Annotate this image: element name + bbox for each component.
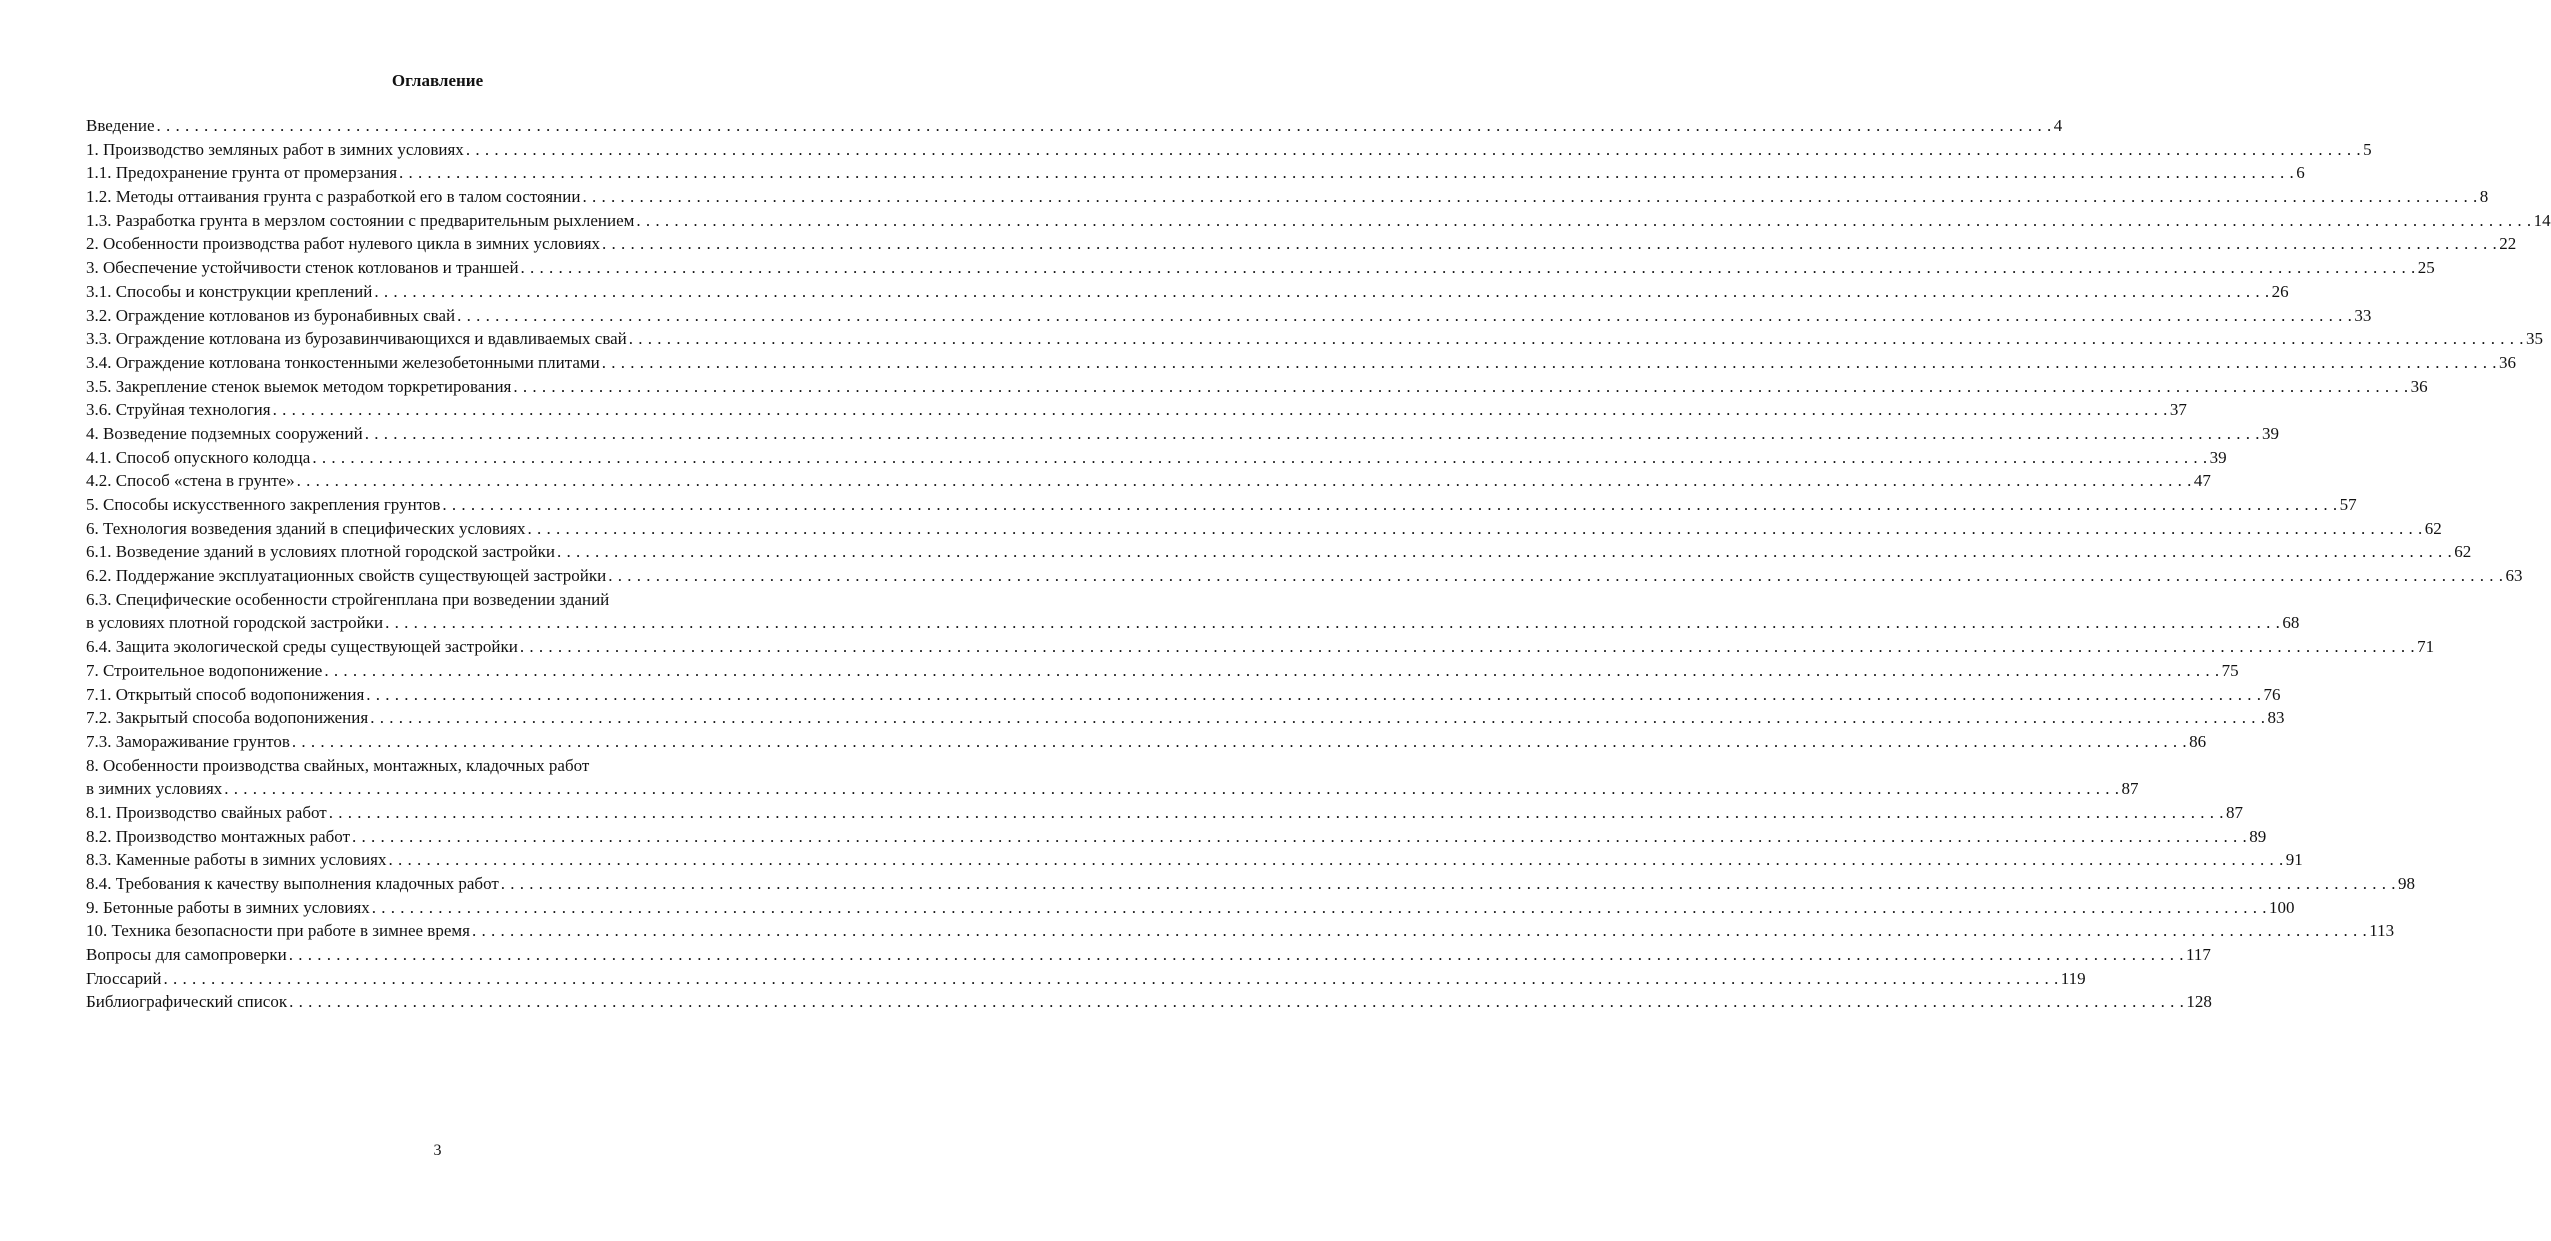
toc-leader-dots: . . . . . . . . . . . . . . . . . . . . . . . . . . . . . . . . . . . . . . . . . . . . . . . . . . . . . . . . . . . . . . . . . . . . . . . . . . . . . . . . . . . . . . . . . . . . . . . . . . . . . . . . . . . . . . . . . . . . . . . . . . . . . . . . . . . . . . . . . . . . . . . . . . . . . . . . . . . . . . . . . . . . . . . . . . . . . . . . . . . . . . . . . . . . . . . . . . . . . . . . bbox=[608, 566, 2504, 586]
toc-entry bbox=[86, 304, 2372, 328]
page-number: 3 bbox=[433, 1142, 442, 1159]
toc-entry bbox=[86, 872, 2416, 896]
toc-entry bbox=[86, 825, 2267, 849]
toc-leader-dots: . . . . . . . . . . . . . . . . . . . . . . . . . . . . . . . . . . . . . . . . . . . . . . . . . . . . . . . . . . . . . . . . . . . . . . . . . . . . . . . . . . . . . . . . . . . . . . . . . . . . . . . . . . . . . . . . . . . . . . . . . . . . . . . . . . . . . . . . . . . . . . . . . . . . . . . . . . . . . . . . . . . . . . . . . . . . . . . . . . . . . . . . . . . . . . . . . . . . . . . . bbox=[163, 968, 2059, 988]
toc-entry bbox=[86, 493, 2357, 517]
toc-leader-dots: . . . . . . . . . . . . . . . . . . . . . . . . . . . . . . . . . . . . . . . . . . . . . . . . . . . . . . . . . . . . . . . . . . . . . . . . . . . . . . . . . . . . . . . . . . . . . . . . . . . . . . . . . . . . . . . . . . . . . . . . . . . . . . . . . . . . . . . . . . . . . . . . . . . . . . . . . . . . . . . . . . . . . . . . . . . . . . . . . . . . . . . . . . . . . . . . . . . . . . . . bbox=[272, 400, 2168, 420]
toc-leader-dots: . . . . . . . . . . . . . . . . . . . . . . . . . . . . . . . . . . . . . . . . . . . . . . . . . . . . . . . . . . . . . . . . . . . . . . . . . . . . . . . . . . . . . . . . . . . . . . . . . . . . . . . . . . . . . . . . . . . . . . . . . . . . . . . . . . . . . . . . . . . . . . . . . . . . . . . . . . . . . . . . . . . . . . . . . . . . . . . . . . . . . . . . . . . . . . . . . . . . . . . . bbox=[399, 163, 2295, 183]
toc-page-number: 71 bbox=[2417, 637, 2435, 657]
toc-entry bbox=[86, 446, 2227, 470]
toc-page-number: 76 bbox=[2263, 684, 2281, 704]
toc-entry bbox=[86, 730, 2207, 754]
toc-entry bbox=[86, 161, 2305, 185]
toc-entry-title-continued: в условиях плотной городской застройки bbox=[86, 613, 384, 633]
toc-entry-title: 6.2. Поддержание эксплуатационных свойств существующей застройки bbox=[86, 566, 607, 586]
toc-entry-title: 3.3. Ограждение котлована из бурозавинчивающихся и вдавливаемых свай bbox=[86, 329, 627, 349]
toc-page-number: 75 bbox=[2221, 660, 2239, 680]
toc-entry-title: 10. Техника безопасности при работе в зимнее время bbox=[86, 921, 470, 941]
toc-page-number: 100 bbox=[2269, 897, 2295, 917]
toc-page-number: 117 bbox=[2186, 945, 2211, 965]
toc-entry-title: 7.1. Открытый способ водопонижения bbox=[86, 684, 365, 704]
toc-entry-title: 7.3. Замораживание грунтов bbox=[86, 731, 290, 751]
toc-entry-title: 8.1. Производство свайных работ bbox=[86, 802, 327, 822]
toc-entry-title-continued: в зимних условиях bbox=[86, 779, 223, 799]
toc-leader-dots: . . . . . . . . . . . . . . . . . . . . . . . . . . . . . . . . . . . . . . . . . . . . . . . . . . . . . . . . . . . . . . . . . . . . . . . . . . . . . . . . . . . . . . . . . . . . . . . . . . . . . . . . . . . . . . . . . . . . . . . . . . . . . . . . . . . . . . . . . . . . . . . . . . . . . . . . . . . . . . . . . . . . . . . . . . . . . . . . . . . . . . . . . . . . . . . . . . . . . . . . bbox=[582, 187, 2478, 207]
toc-page-number: 119 bbox=[2060, 968, 2086, 988]
toc-page-number: 62 bbox=[2454, 542, 2472, 562]
toc-entry bbox=[86, 919, 2395, 943]
toc-entry-title: 5. Способы искусственного закрепления грунтов bbox=[86, 495, 441, 514]
toc-leader-dots: . . . . . . . . . . . . . . . . . . . . . . . . . . . . . . . . . . . . . . . . . . . . . . . . . . . . . . . . . . . . . . . . . . . . . . . . . . . . . . . . . . . . . . . . . . . . . . . . . . . . . . . . . . . . . . . . . . . . . . . . . . . . . . . . . . . . . . . . . . . . . . . . . . . . . . . . . . . . . . . . . . . . . . . . . . . . . . . . . . . . . . . . . . . . . . . . . . . . . . . . bbox=[513, 376, 2409, 396]
toc-entry-title: 3. Обеспечение устойчивости стенок котлованов и траншей bbox=[86, 258, 519, 278]
toc-page-number: 62 bbox=[2424, 518, 2442, 538]
toc-entry bbox=[86, 635, 2435, 659]
toc-page-number: 86 bbox=[2189, 731, 2207, 751]
toc-entry-title: 2. Особенности производства работ нулевого цикла в зимних условиях bbox=[86, 234, 601, 254]
toc-entry bbox=[86, 351, 2517, 375]
toc-entry bbox=[86, 943, 2211, 967]
toc-page-number: 57 bbox=[2339, 495, 2357, 514]
toc-leader-dots: . . . . . . . . . . . . . . . . . . . . . . . . . . . . . . . . . . . . . . . . . . . . . . . . . . . . . . . . . . . . . . . . . . . . . . . . . . . . . . . . . . . . . . . . . . . . . . . . . . . . . . . . . . . . . . . . . . . . . . . . . . . . . . . . . . . . . . . . . . . . . . . . . . . . . . . . . . . . . . . . . . . . . . . . . . . . . . . . . . . . . . . . . . . . . . . . . . . . . . . . bbox=[465, 139, 2362, 159]
toc-entry-title: 8.3. Каменные работы в зимних условиях bbox=[86, 850, 387, 870]
toc-entry bbox=[86, 398, 2187, 422]
toc-page-number: 63 bbox=[2505, 566, 2523, 586]
toc-page-number: 8 bbox=[2479, 187, 2489, 207]
toc-entry-title: 4. Возведение подземных сооружений bbox=[86, 423, 363, 443]
toc-entry-title: 7.2. Закрытый способа водопонижения bbox=[86, 708, 369, 728]
toc-leader-dots: . . . . . . . . . . . . . . . . . . . . . . . . . . . . . . . . . . . . . . . . . . . . . . . . . . . . . . . . . . . . . . . . . . . . . . . . . . . . . . . . . . . . . . . . . . . . . . . . . . . . . . . . . . . . . . . . . . . . . . . . . . . . . . . . . . . . . . . . . . . . . . . . . . . . . . . . . . . . . . . . . . . . . . . . . . . . . . . . . . . . . . . . . . . . . . . . . . . . . . . . bbox=[636, 210, 2532, 230]
toc-entry-title: 3.2. Ограждение котлованов из буронабивных свай bbox=[86, 305, 456, 325]
toc-entry bbox=[86, 327, 2544, 351]
toc-entry bbox=[86, 469, 2211, 493]
toc-entry bbox=[86, 801, 2243, 825]
toc-page-number: 14 bbox=[2533, 210, 2551, 230]
toc-entry-title: 7. Строительное водопонижение bbox=[86, 660, 323, 680]
toc-leader-dots: . . . . . . . . . . . . . . . . . . . . . . . . . . . . . . . . . . . . . . . . . . . . . . . . . . . . . . . . . . . . . . . . . . . . . . . . . . . . . . . . . . . . . . . . . . . . . . . . . . . . . . . . . . . . . . . . . . . . . . . . . . . . . . . . . . . . . . . . . . . . . . . . . . . . . . . . . . . . . . . . . . . . . . . . . . . . . . . . . . . . . . . . . . . . . . . . . . . . . . . . bbox=[527, 518, 2423, 538]
toc-page-number: 25 bbox=[2417, 258, 2435, 278]
toc-page-number: 91 bbox=[2285, 850, 2303, 870]
toc-leader-dots: . . . . . . . . . . . . . . . . . . . . . . . . . . . . . . . . . . . . . . . . . . . . . . . . . . . . . . . . . . . . . . . . . . . . . . . . . . . . . . . . . . . . . . . . . . . . . . . . . . . . . . . . . . . . . . . . . . . . . . . . . . . . . . . . . . . . . . . . . . . . . . . . . . . . . . . . . . . . . . . . . . . . . . . . . . . . . . . . . . . . . . . . . . . . . . . . . . . . . . . . bbox=[520, 258, 2416, 278]
toc-entry bbox=[86, 232, 2517, 256]
toc-leader-dots: . . . . . . . . . . . . . . . . . . . . . . . . . . . . . . . . . . . . . . . . . . . . . . . . . . . . . . . . . . . . . . . . . . . . . . . . . . . . . . . . . . . . . . . . . . . . . . . . . . . . . . . . . . . . . . . . . . . . . . . . . . . . . . . . . . . . . . . . . . . . . . . . . . . . . . . . . . . . . . . . . . . . . . . . . . . . . . . . . . . . . . . . . . . . . . . . . . . . . . . . bbox=[312, 447, 2208, 467]
page-title: Оглавление bbox=[391, 71, 484, 90]
toc-page-number: 39 bbox=[2261, 423, 2279, 443]
toc-entry-title: 3.6. Струйная технология bbox=[86, 400, 271, 420]
toc-leader-dots: . . . . . . . . . . . . . . . . . . . . . . . . . . . . . . . . . . . . . . . . . . . . . . . . . . . . . . . . . . . . . . . . . . . . . . . . . . . . . . . . . . . . . . . . . . . . . . . . . . . . . . . . . . . . . . . . . . . . . . . . . . . . . . . . . . . . . . . . . . . . . . . . . . . . . . . . . . . . . . . . . . . . . . . . . . . . . . . . . . . . . . . . . . . . . . . . . . . . . . . . bbox=[291, 731, 2188, 751]
toc-entry-title: 1. Производство земляных работ в зимних условиях bbox=[86, 139, 464, 159]
toc-entry bbox=[86, 114, 2063, 138]
toc-leader-dots: . . . . . . . . . . . . . . . . . . . . . . . . . . . . . . . . . . . . . . . . . . . . . . . . . . . . . . . . . . . . . . . . . . . . . . . . . . . . . . . . . . . . . . . . . . . . . . . . . . . . . . . . . . . . . . . . . . . . . . . . . . . . . . . . . . . . . . . . . . . . . . . . . . . . . . . . . . . . . . . . . . . . . . . . . . . . . . . . . . . . . . . . . . . . . . . . . . . . . . . . bbox=[224, 779, 2120, 799]
toc-leader-dots: . . . . . . . . . . . . . . . . . . . . . . . . . . . . . . . . . . . . . . . . . . . . . . . . . . . . . . . . . . . . . . . . . . . . . . . . . . . . . . . . . . . . . . . . . . . . . . . . . . . . . . . . . . . . . . . . . . . . . . . . . . . . . . . . . . . . . . . . . . . . . . . . . . . . . . . . . . . . . . . . . . . . . . . . . . . . . . . . . . . . . . . . . . . . . . . . . . . . . . . . bbox=[442, 495, 2338, 514]
toc-entry bbox=[86, 209, 2551, 233]
toc-entry bbox=[86, 540, 2472, 564]
toc-entry bbox=[86, 256, 2435, 280]
toc-entry-title: 4.1. Способ опускного колодца bbox=[86, 447, 311, 467]
toc-page-number: 128 bbox=[2186, 992, 2212, 1012]
table-of-contents bbox=[86, 114, 2551, 1014]
toc-leader-dots: . . . . . . . . . . . . . . . . . . . . . . . . . . . . . . . . . . . . . . . . . . . . . . . . . . . . . . . . . . . . . . . . . . . . . . . . . . . . . . . . . . . . . . . . . . . . . . . . . . . . . . . . . . . . . . . . . . . . . . . . . . . . . . . . . . . . . . . . . . . . . . . . . . . . . . . . . . . . . . . . . . . . . . . . . . . . . . . . . . . . . . . . . . . . . . . . . . . . . . . . bbox=[457, 305, 2353, 325]
toc-entry bbox=[86, 990, 2212, 1014]
toc-entry-title: Глоссарий bbox=[86, 968, 162, 988]
toc-entry bbox=[86, 138, 2372, 162]
toc-entry bbox=[86, 659, 2239, 683]
toc-entry bbox=[86, 280, 2289, 304]
toc-page-number: 22 bbox=[2499, 234, 2517, 254]
toc-entry bbox=[86, 422, 2279, 446]
toc-entry-title: 9. Бетонные работы в зимних условиях bbox=[86, 897, 370, 917]
toc-page-number: 83 bbox=[2267, 708, 2285, 728]
toc-entry-title: Библиографический список bbox=[86, 992, 288, 1012]
toc-page-number: 89 bbox=[2249, 826, 2267, 846]
toc-entry bbox=[86, 848, 2303, 872]
toc-page-number: 6 bbox=[2296, 163, 2305, 183]
toc-page-number: 39 bbox=[2209, 447, 2227, 467]
toc-leader-dots: . . . . . . . . . . . . . . . . . . . . . . . . . . . . . . . . . . . . . . . . . . . . . . . . . . . . . . . . . . . . . . . . . . . . . . . . . . . . . . . . . . . . . . . . . . . . . . . . . . . . . . . . . . . . . . . . . . . . . . . . . . . . . . . . . . . . . . . . . . . . . . . . . . . . . . . . . . . . . . . . . . . . . . . . . . . . . . . . . . . . . . . . . . . . . . . . . . . . . . . . bbox=[328, 802, 2224, 822]
toc-leader-dots: . . . . . . . . . . . . . . . . . . . . . . . . . . . . . . . . . . . . . . . . . . . . . . . . . . . . . . . . . . . . . . . . . . . . . . . . . . . . . . . . . . . . . . . . . . . . . . . . . . . . . . . . . . . . . . . . . . . . . . . . . . . . . . . . . . . . . . . . . . . . . . . . . . . . . . . . . . . . . . . . . . . . . . . . . . . . . . . . . . . . . . . . . . . . . . . . . . . . . . . . bbox=[519, 637, 2416, 657]
toc-entry bbox=[86, 588, 2300, 635]
toc-entry-title: 1.2. Методы оттаивания грунта с разработкой его в талом состоянии bbox=[86, 187, 581, 207]
toc-page-number: 37 bbox=[2169, 400, 2187, 420]
toc-leader-dots: . . . . . . . . . . . . . . . . . . . . . . . . . . . . . . . . . . . . . . . . . . . . . . . . . . . . . . . . . . . . . . . . . . . . . . . . . . . . . . . . . . . . . . . . . . . . . . . . . . . . . . . . . . . . . . . . . . . . . . . . . . . . . . . . . . . . . . . . . . . . . . . . . . . . . . . . . . . . . . . . . . . . . . . . . . . . . . . . . . . . . . . . . . . . . . . . . . . . . . . . bbox=[288, 945, 2185, 965]
toc-entry-title: Введение bbox=[86, 116, 155, 135]
toc-entry bbox=[86, 185, 2489, 209]
toc-leader-dots: . . . . . . . . . . . . . . . . . . . . . . . . . . . . . . . . . . . . . . . . . . . . . . . . . . . . . . . . . . . . . . . . . . . . . . . . . . . . . . . . . . . . . . . . . . . . . . . . . . . . . . . . . . . . . . . . . . . . . . . . . . . . . . . . . . . . . . . . . . . . . . . . . . . . . . . . . . . . . . . . . . . . . . . . . . . . . . . . . . . . . . . . . . . . . . . . . . . . . . . . bbox=[366, 684, 2262, 704]
toc-entry bbox=[86, 375, 2428, 399]
toc-entry-title: 1.1. Предохранение грунта от промерзания bbox=[86, 163, 398, 183]
toc-leader-dots: . . . . . . . . . . . . . . . . . . . . . . . . . . . . . . . . . . . . . . . . . . . . . . . . . . . . . . . . . . . . . . . . . . . . . . . . . . . . . . . . . . . . . . . . . . . . . . . . . . . . . . . . . . . . . . . . . . . . . . . . . . . . . . . . . . . . . . . . . . . . . . . . . . . . . . . . . . . . . . . . . . . . . . . . . . . . . . . . . . . . . . . . . . . . . . . . . . . . . . . . bbox=[289, 992, 2185, 1012]
toc-leader-dots: . . . . . . . . . . . . . . . . . . . . . . . . . . . . . . . . . . . . . . . . . . . . . . . . . . . . . . . . . . . . . . . . . . . . . . . . . . . . . . . . . . . . . . . . . . . . . . . . . . . . . . . . . . . . . . . . . . . . . . . . . . . . . . . . . . . . . . . . . . . . . . . . . . . . . . . . . . . . . . . . . . . . . . . . . . . . . . . . . . . . . . . . . . . . . . . . . . . . . . . . bbox=[156, 116, 2052, 135]
toc-page-number: 98 bbox=[2398, 874, 2416, 894]
toc-leader-dots: . . . . . . . . . . . . . . . . . . . . . . . . . . . . . . . . . . . . . . . . . . . . . . . . . . . . . . . . . . . . . . . . . . . . . . . . . . . . . . . . . . . . . . . . . . . . . . . . . . . . . . . . . . . . . . . . . . . . . . . . . . . . . . . . . . . . . . . . . . . . . . . . . . . . . . . . . . . . . . . . . . . . . . . . . . . . . . . . . . . . . . . . . . . . . . . . . . . . . . . . bbox=[324, 660, 2220, 680]
toc-page-number: 4 bbox=[2053, 116, 2063, 135]
toc-page-number: 87 bbox=[2121, 779, 2139, 799]
toc-leader-dots: . . . . . . . . . . . . . . . . . . . . . . . . . . . . . . . . . . . . . . . . . . . . . . . . . . . . . . . . . . . . . . . . . . . . . . . . . . . . . . . . . . . . . . . . . . . . . . . . . . . . . . . . . . . . . . . . . . . . . . . . . . . . . . . . . . . . . . . . . . . . . . . . . . . . . . . . . . . . . . . . . . . . . . . . . . . . . . . . . . . . . . . . . . . . . . . . . . . . . . . . bbox=[628, 329, 2525, 349]
toc-entry-title: 8. Особенности производства свайных, монтажных, кладочных работ bbox=[86, 755, 590, 775]
toc-page-number: 33 bbox=[2354, 305, 2372, 325]
toc-page-number: 35 bbox=[2526, 329, 2544, 349]
toc-entry bbox=[86, 967, 2086, 991]
toc-entry-title: 3.4. Ограждение котлована тонкостенными железобетонными плитами bbox=[86, 352, 600, 372]
toc-leader-dots: . . . . . . . . . . . . . . . . . . . . . . . . . . . . . . . . . . . . . . . . . . . . . . . . . . . . . . . . . . . . . . . . . . . . . . . . . . . . . . . . . . . . . . . . . . . . . . . . . . . . . . . . . . . . . . . . . . . . . . . . . . . . . . . . . . . . . . . . . . . . . . . . . . . . . . . . . . . . . . . . . . . . . . . . . . . . . . . . . . . . . . . . . . . . . . . . . . . . . . . . bbox=[296, 471, 2192, 491]
toc-leader-dots: . . . . . . . . . . . . . . . . . . . . . . . . . . . . . . . . . . . . . . . . . . . . . . . . . . . . . . . . . . . . . . . . . . . . . . . . . . . . . . . . . . . . . . . . . . . . . . . . . . . . . . . . . . . . . . . . . . . . . . . . . . . . . . . . . . . . . . . . . . . . . . . . . . . . . . . . . . . . . . . . . . . . . . . . . . . . . . . . . . . . . . . . . . . . . . . . . . . . . . . . bbox=[385, 613, 2281, 633]
toc-entry-title: 8.4. Требования к качеству выполнения кладочных работ bbox=[86, 874, 499, 894]
toc-page-number: 113 bbox=[2369, 921, 2395, 941]
toc-entry-title: Вопросы для самопроверки bbox=[86, 945, 287, 965]
toc-entry-title: 8.2. Производство монтажных работ bbox=[86, 826, 350, 846]
toc-leader-dots: . . . . . . . . . . . . . . . . . . . . . . . . . . . . . . . . . . . . . . . . . . . . . . . . . . . . . . . . . . . . . . . . . . . . . . . . . . . . . . . . . . . . . . . . . . . . . . . . . . . . . . . . . . . . . . . . . . . . . . . . . . . . . . . . . . . . . . . . . . . . . . . . . . . . . . . . . . . . . . . . . . . . . . . . . . . . . . . . . . . . . . . . . . . . . . . . . . . . . . . . bbox=[557, 542, 2453, 562]
toc-entry-title: 3.1. Способы и конструкции креплений bbox=[86, 281, 373, 301]
toc-entry-title: 6.4. Защита экологической среды существующей застройки bbox=[86, 637, 518, 657]
toc-entry-title: 6. Технология возведения зданий в специфических условиях bbox=[86, 518, 526, 538]
toc-page-number: 26 bbox=[2271, 281, 2289, 301]
toc-page-number: 36 bbox=[2410, 376, 2428, 396]
toc-entry bbox=[86, 683, 2281, 707]
toc-leader-dots: . . . . . . . . . . . . . . . . . . . . . . . . . . . . . . . . . . . . . . . . . . . . . . . . . . . . . . . . . . . . . . . . . . . . . . . . . . . . . . . . . . . . . . . . . . . . . . . . . . . . . . . . . . . . . . . . . . . . . . . . . . . . . . . . . . . . . . . . . . . . . . . . . . . . . . . . . . . . . . . . . . . . . . . . . . . . . . . . . . . . . . . . . . . . . . . . . . . . . . . . bbox=[374, 281, 2270, 301]
toc-leader-dots: . . . . . . . . . . . . . . . . . . . . . . . . . . . . . . . . . . . . . . . . . . . . . . . . . . . . . . . . . . . . . . . . . . . . . . . . . . . . . . . . . . . . . . . . . . . . . . . . . . . . . . . . . . . . . . . . . . . . . . . . . . . . . . . . . . . . . . . . . . . . . . . . . . . . . . . . . . . . . . . . . . . . . . . . . . . . . . . . . . . . . . . . . . . . . . . . . . . . . . . . bbox=[601, 352, 2498, 372]
toc-entry bbox=[86, 896, 2295, 920]
toc-leader-dots: . . . . . . . . . . . . . . . . . . . . . . . . . . . . . . . . . . . . . . . . . . . . . . . . . . . . . . . . . . . . . . . . . . . . . . . . . . . . . . . . . . . . . . . . . . . . . . . . . . . . . . . . . . . . . . . . . . . . . . . . . . . . . . . . . . . . . . . . . . . . . . . . . . . . . . . . . . . . . . . . . . . . . . . . . . . . . . . . . . . . . . . . . . . . . . . . . . . . . . . . bbox=[352, 826, 2248, 846]
toc-entry-title: 4.2. Способ «стена в грунте» bbox=[86, 471, 295, 491]
toc-leader-dots: . . . . . . . . . . . . . . . . . . . . . . . . . . . . . . . . . . . . . . . . . . . . . . . . . . . . . . . . . . . . . . . . . . . . . . . . . . . . . . . . . . . . . . . . . . . . . . . . . . . . . . . . . . . . . . . . . . . . . . . . . . . . . . . . . . . . . . . . . . . . . . . . . . . . . . . . . . . . . . . . . . . . . . . . . . . . . . . . . . . . . . . . . . . . . . . . . . . . . . . . bbox=[471, 921, 2368, 941]
toc-page-number: 68 bbox=[2282, 613, 2300, 633]
toc-leader-dots: . . . . . . . . . . . . . . . . . . . . . . . . . . . . . . . . . . . . . . . . . . . . . . . . . . . . . . . . . . . . . . . . . . . . . . . . . . . . . . . . . . . . . . . . . . . . . . . . . . . . . . . . . . . . . . . . . . . . . . . . . . . . . . . . . . . . . . . . . . . . . . . . . . . . . . . . . . . . . . . . . . . . . . . . . . . . . . . . . . . . . . . . . . . . . . . . . . . . . . . . bbox=[371, 897, 2268, 917]
toc-page-number: 5 bbox=[2363, 139, 2372, 159]
toc-page-number: 87 bbox=[2225, 802, 2243, 822]
toc-leader-dots: . . . . . . . . . . . . . . . . . . . . . . . . . . . . . . . . . . . . . . . . . . . . . . . . . . . . . . . . . . . . . . . . . . . . . . . . . . . . . . . . . . . . . . . . . . . . . . . . . . . . . . . . . . . . . . . . . . . . . . . . . . . . . . . . . . . . . . . . . . . . . . . . . . . . . . . . . . . . . . . . . . . . . . . . . . . . . . . . . . . . . . . . . . . . . . . . . . . . . . . . bbox=[602, 234, 2498, 254]
toc-entry bbox=[86, 754, 2139, 801]
toc-leader-dots: . . . . . . . . . . . . . . . . . . . . . . . . . . . . . . . . . . . . . . . . . . . . . . . . . . . . . . . . . . . . . . . . . . . . . . . . . . . . . . . . . . . . . . . . . . . . . . . . . . . . . . . . . . . . . . . . . . . . . . . . . . . . . . . . . . . . . . . . . . . . . . . . . . . . . . . . . . . . . . . . . . . . . . . . . . . . . . . . . . . . . . . . . . . . . . . . . . . . . . . . bbox=[364, 423, 2260, 443]
toc-entry bbox=[86, 706, 2285, 730]
toc-entry bbox=[86, 517, 2442, 541]
toc-leader-dots: . . . . . . . . . . . . . . . . . . . . . . . . . . . . . . . . . . . . . . . . . . . . . . . . . . . . . . . . . . . . . . . . . . . . . . . . . . . . . . . . . . . . . . . . . . . . . . . . . . . . . . . . . . . . . . . . . . . . . . . . . . . . . . . . . . . . . . . . . . . . . . . . . . . . . . . . . . . . . . . . . . . . . . . . . . . . . . . . . . . . . . . . . . . . . . . . . . . . . . . . bbox=[500, 874, 2397, 894]
toc-page-number: 47 bbox=[2193, 471, 2211, 491]
toc-leader-dots: . . . . . . . . . . . . . . . . . . . . . . . . . . . . . . . . . . . . . . . . . . . . . . . . . . . . . . . . . . . . . . . . . . . . . . . . . . . . . . . . . . . . . . . . . . . . . . . . . . . . . . . . . . . . . . . . . . . . . . . . . . . . . . . . . . . . . . . . . . . . . . . . . . . . . . . . . . . . . . . . . . . . . . . . . . . . . . . . . . . . . . . . . . . . . . . . . . . . . . . . bbox=[370, 708, 2266, 728]
toc-entry-title: 6.3. Специфические особенности стройгенплана при возведении зданий bbox=[86, 589, 610, 609]
toc-entry-title: 3.5. Закрепление стенок выемок методом торкретирования bbox=[86, 376, 512, 396]
toc-leader-dots: . . . . . . . . . . . . . . . . . . . . . . . . . . . . . . . . . . . . . . . . . . . . . . . . . . . . . . . . . . . . . . . . . . . . . . . . . . . . . . . . . . . . . . . . . . . . . . . . . . . . . . . . . . . . . . . . . . . . . . . . . . . . . . . . . . . . . . . . . . . . . . . . . . . . . . . . . . . . . . . . . . . . . . . . . . . . . . . . . . . . . . . . . . . . . . . . . . . . . . . . bbox=[388, 850, 2284, 870]
toc-entry bbox=[86, 564, 2523, 588]
toc-entry-title: 6.1. Возведение зданий в условиях плотной городской застройки bbox=[86, 542, 556, 562]
toc-entry-title: 1.3. Разработка грунта в мерзлом состоянии с предварительным рыхлением bbox=[86, 210, 635, 230]
toc-page-number: 36 bbox=[2499, 352, 2517, 372]
